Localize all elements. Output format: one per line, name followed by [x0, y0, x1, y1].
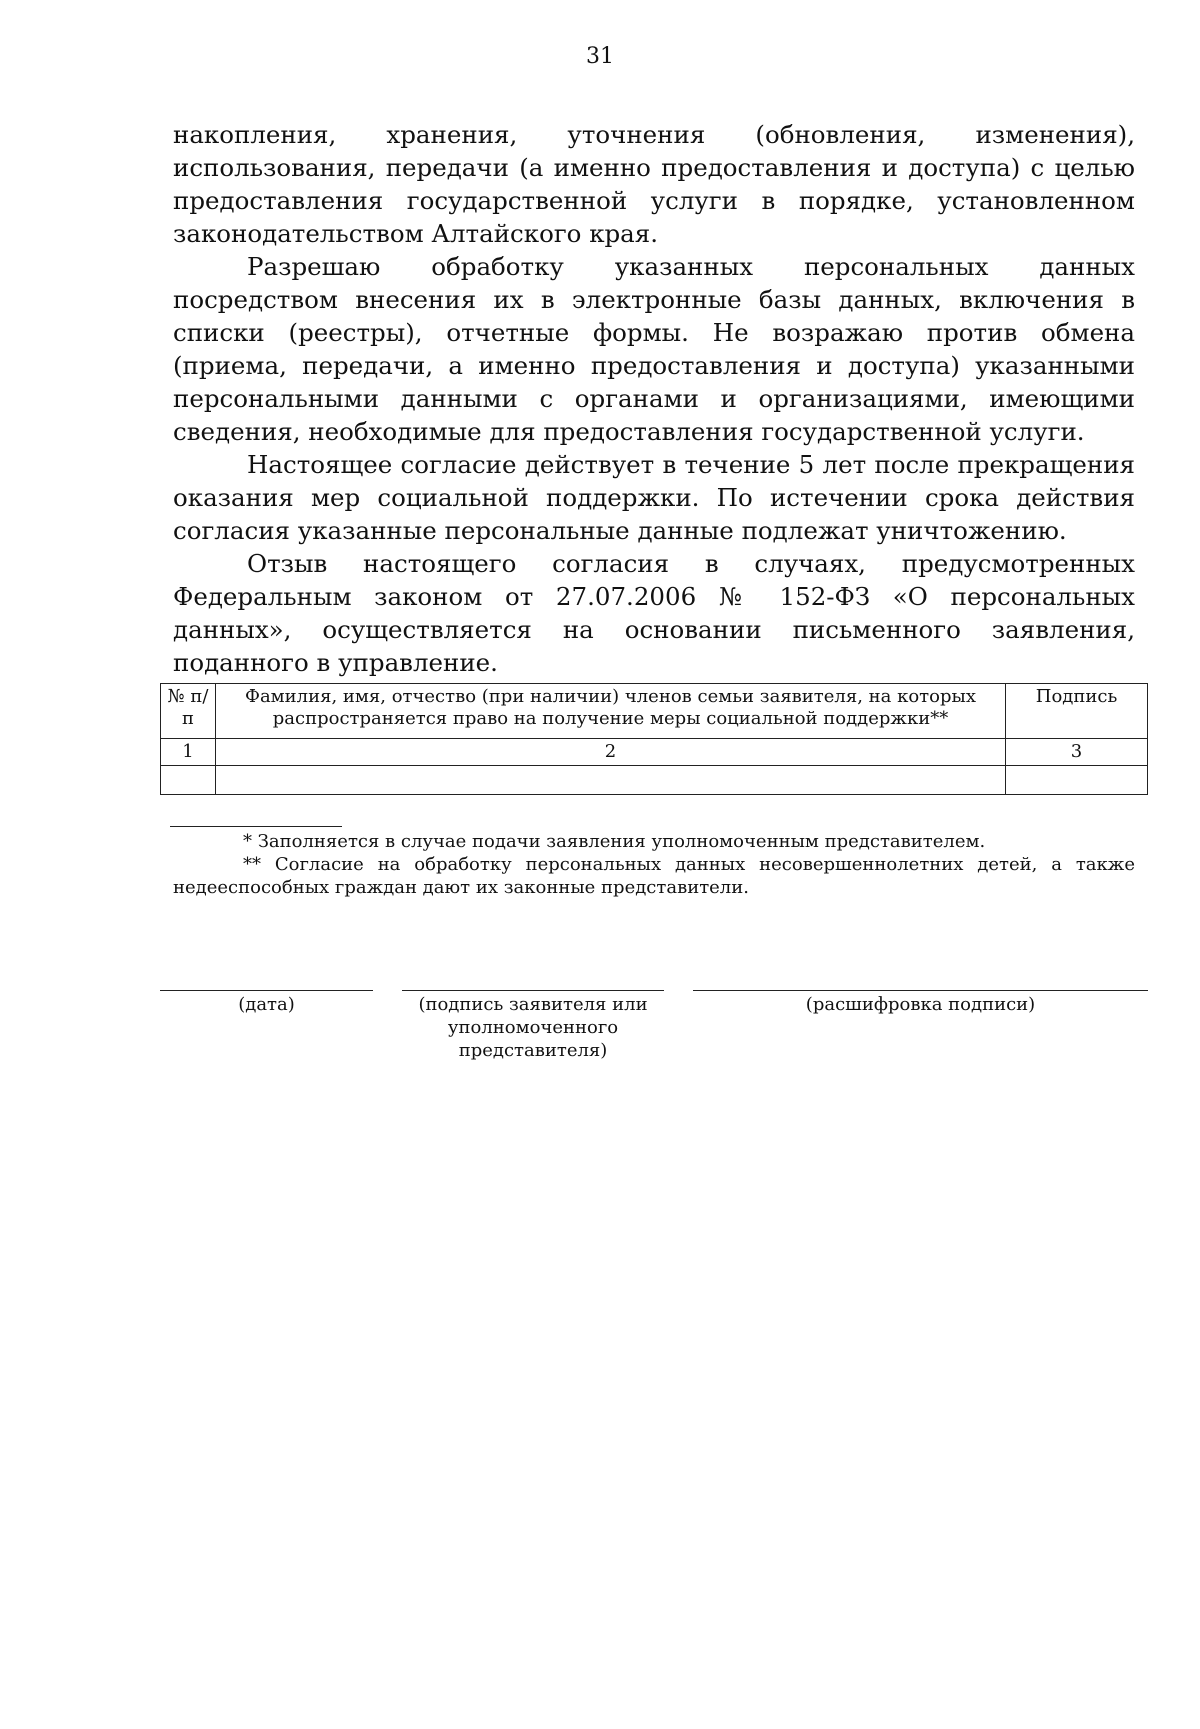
empty-cell-full-name[interactable]: [216, 766, 1006, 795]
body-text: [173, 118, 1135, 679]
footnote-minors: ** Согласие на обработку персональных данных несовершеннолетних детей, а также недееспособных граждан дают их законные представители.: [173, 854, 1135, 898]
table-column-numbers-row: [161, 739, 1148, 766]
name-decoding-line[interactable]: [693, 990, 1148, 991]
column-number-3: 3: [1006, 739, 1148, 766]
header-full-name: Фамилия, имя, отчество (при наличии) членов семьи заявителя, на которых распространяется право на получение меры социальной поддержки**: [216, 684, 1006, 739]
empty-cell-number[interactable]: [161, 766, 216, 795]
header-number: № п/п: [161, 684, 216, 739]
page-number: 31: [586, 44, 614, 69]
family-members-table: [160, 683, 1148, 795]
paragraph-processing-permission: Разрешаю обработку указанных персональных данных посредством внесения их в электронные базы данных, включения в списки (реестры), отчетные формы. Не возражаю против обмена (приема, передачи, а именно предоставления и доступа) указанными персональными данными с органами и организациями, имеющими сведения, необходимые для предоставления государственной услуги.: [173, 252, 1135, 446]
footnotes: [173, 830, 1135, 899]
empty-cell-signature[interactable]: [1006, 766, 1148, 795]
footnote-divider: [170, 826, 342, 827]
date-line[interactable]: [160, 990, 373, 991]
table-row: [161, 766, 1148, 795]
column-number-1: 1: [161, 739, 216, 766]
column-number-2: 2: [216, 739, 1006, 766]
paragraph-continuation: накопления, хранения, уточнения (обновления, изменения), использования, передачи (а именно предоставления и доступа) с целью предоставления государственной услуги в порядке, установленном законодательством Алтайского края.: [173, 120, 1135, 248]
signature-line[interactable]: [402, 990, 664, 991]
family-members-table-container: [160, 683, 1148, 795]
paragraph-consent-validity: Настоящее согласие действует в течение 5 лет после прекращения оказания мер социальной поддержки. По истечении срока действия согласия указанные персональные данные подлежат уничтожению.: [173, 450, 1135, 545]
header-signature: Подпись: [1006, 684, 1148, 739]
name-decoding-caption: (расшифровка подписи): [805, 994, 1036, 1015]
signature-caption: (подпись заявителя или уполномоченного представителя): [418, 994, 648, 1061]
date-caption: (дата): [238, 994, 295, 1015]
paragraph-consent-withdrawal: Отзыв настоящего согласия в случаях, предусмотренных Федеральным законом от 27.07.2006 № 152-ФЗ «О персональных данных», осуществляется на основании письменного заявления, поданного в управление.: [173, 549, 1135, 677]
table-header-row: [161, 684, 1148, 739]
footnote-representative: * Заполняется в случае подачи заявления уполномоченным представителем.: [243, 831, 986, 852]
